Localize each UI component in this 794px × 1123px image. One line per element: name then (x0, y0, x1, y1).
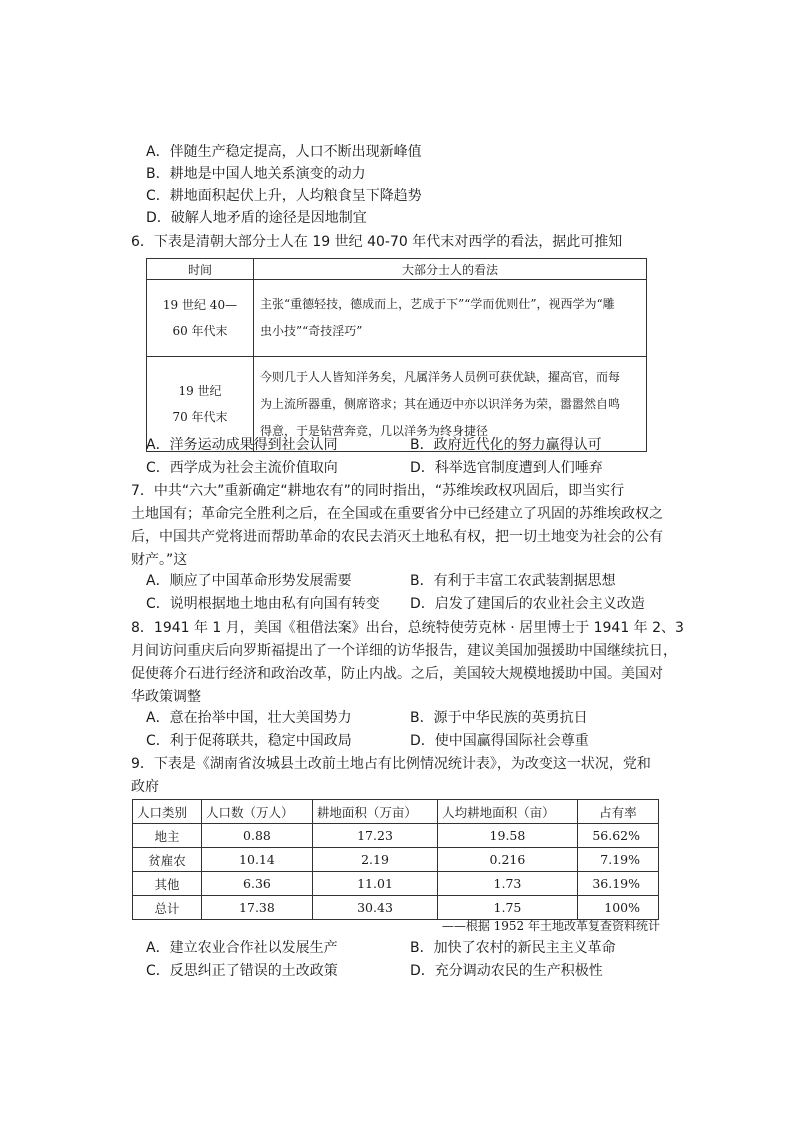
table-cell: 100% (577, 896, 658, 920)
stem-line: 促使蒋介石进行经济和政治改革，防止内战。之后，美国较大规模地援助中国。美国对 (131, 666, 663, 682)
table-header-cell: 占有率 (577, 800, 658, 824)
q8-option-b: B．源于中华民族的英勇抗日 (410, 710, 588, 726)
q9-stem (131, 753, 664, 799)
table-cell: 其他 (133, 872, 202, 896)
time-line: 70 年代末 (172, 410, 228, 424)
table-row (133, 824, 659, 848)
table-cell: 1.73 (438, 872, 578, 896)
table-cell-time (147, 280, 254, 357)
table-header-cell: 时间 (147, 259, 254, 280)
q6-stem: 6．下表是清朝大部分士人在 19 世纪 40-70 年代末对西学的看法，据此可推知 (131, 234, 623, 250)
table-row (147, 280, 647, 357)
table-cell: 贫雇农 (133, 848, 202, 872)
q7-option-a: A．顺应了中国革命形势发展需要 (146, 573, 352, 589)
q5-option-b: B．耕地是中国人地关系演变的动力 (146, 166, 366, 182)
q9-option-c: C．反思纠正了错误的土改政策 (146, 963, 338, 979)
q9-option-a: A．建立农业合作社以发展生产 (146, 940, 338, 956)
table-cell: 2.19 (312, 848, 437, 872)
stem-line: 9．下表是《湖南省汝城县土改前土地占有比例情况统计表》，为改变这一状况，党和 (131, 756, 651, 772)
q7-stem (131, 480, 664, 572)
q7-option-c: C．说明根据地土地由私有向国有转变 (146, 596, 380, 612)
q6-option-d: D．科举选官制度遭到人们唾弃 (410, 460, 603, 476)
q8-option-c: C．利于促蒋联共，稳定中国政局 (146, 733, 352, 749)
table-header-row (147, 259, 647, 280)
table-cell: 30.43 (312, 896, 437, 920)
q8-option-a: A．意在抬举中国，壮大美国势力 (146, 710, 352, 726)
q9-table-source: ——根据 1952 年土地改革复查资料统计 (441, 919, 660, 933)
table-cell: 0.88 (202, 824, 313, 848)
stem-line: 月间访问重庆后向罗斯福提出了一个详细的访华报告，建议美国加强援助中国继续抗日， (131, 643, 677, 659)
q6-option-b: B．政府近代化的努力赢得认可 (410, 437, 602, 453)
stem-line: 财产。”这 (131, 552, 188, 568)
table-row (133, 872, 659, 896)
view-line: 今则几于人人皆知洋务矣，凡属洋务人员例可获优缺，擢高官，而每 (260, 369, 621, 384)
view-line: 虫小技”“奇技淫巧” (260, 324, 363, 338)
view-line: 为上流所器重，侧席谘求；其在通迈中亦以识洋务为荣，嚣嚣然自鸣 (260, 396, 621, 411)
stem-line: 7．中共“六大”重新确定“耕地农有”的同时指出，“苏维埃政权巩固后，即当实行 (131, 483, 625, 499)
stem-line: 华政策调整 (131, 689, 201, 705)
time-line: 60 年代末 (172, 324, 228, 338)
table-cell: 17.38 (202, 896, 313, 920)
table-row (133, 848, 659, 872)
view-line: 主张“重德轻技，德成而上，艺成于下”“学而优则仕”，视西学为“雕 (260, 297, 615, 311)
table-cell: 19.58 (438, 824, 578, 848)
stem-line: 土地国有；革命完全胜利之后，在全国或在重要省分中已经建立了巩固的苏维埃政权之 (131, 506, 663, 522)
stem-line: 后，中国共产党将进而帮助革命的农民去消灭土地私有权，把一切土地变为社会的公有 (131, 529, 663, 545)
table-row (133, 896, 659, 920)
q8-option-d: D．使中国赢得国际社会尊重 (410, 733, 589, 749)
table-cell: 36.19% (577, 872, 658, 896)
table-cell: 11.01 (312, 872, 437, 896)
q7-option-b: B．有利于丰富工农武装割据思想 (410, 573, 616, 589)
table-header-cell: 耕地面积（万亩） (312, 800, 437, 824)
q7-option-d: D．启发了建国后的农业社会主义改造 (410, 596, 645, 612)
q9-table (132, 799, 659, 920)
q5-option-c: C．耕地面积起伏上升，人均粮食呈下降趋势 (146, 188, 422, 204)
table-cell: 1.75 (438, 896, 578, 920)
time-line: 19 世纪 (178, 384, 222, 398)
table-cell: 地主 (133, 824, 202, 848)
q6-option-a: A．洋务运动成果得到社会认同 (146, 437, 338, 453)
table-cell-view (254, 280, 647, 357)
q6-table (146, 258, 647, 452)
q8-stem (131, 617, 684, 709)
table-header-cell: 大部分士人的看法 (254, 259, 647, 280)
q9-option-d: D．充分调动农民的生产积极性 (410, 963, 603, 979)
table-cell: 10.14 (202, 848, 313, 872)
table-cell: 6.36 (202, 872, 313, 896)
q9-option-b: B．加快了农村的新民主主义革命 (410, 940, 616, 956)
stem-line: 政府 (131, 779, 159, 795)
table-header-row (133, 800, 659, 824)
q5-option-d: D．破解人地矛盾的途径是因地制宜 (146, 210, 367, 226)
table-cell: 7.19% (577, 848, 658, 872)
table-cell: 0.216 (438, 848, 578, 872)
view-line: 得意，于是钻营奔竞，几以洋务为终身捷径 (260, 423, 489, 438)
table-cell: 总计 (133, 896, 202, 920)
table-cell: 17.23 (312, 824, 437, 848)
time-line: 19 世纪 40— (162, 298, 238, 312)
table-cell: 56.62% (577, 824, 658, 848)
q6-option-c: C．西学成为社会主流价值取向 (146, 460, 338, 476)
stem-line: 8．1941 年 1 月，美国《租借法案》出台，总统特使劳克林 · 居里博士于 1941 年 2、3 (131, 620, 684, 636)
table-header-cell: 人口数（万人） (202, 800, 313, 824)
q5-option-a: A．伴随生产稳定提高，人口不断出现新峰值 (146, 144, 422, 160)
table-header-cell: 人口类别 (133, 800, 202, 824)
table-header-cell: 人均耕地面积（亩） (438, 800, 578, 824)
